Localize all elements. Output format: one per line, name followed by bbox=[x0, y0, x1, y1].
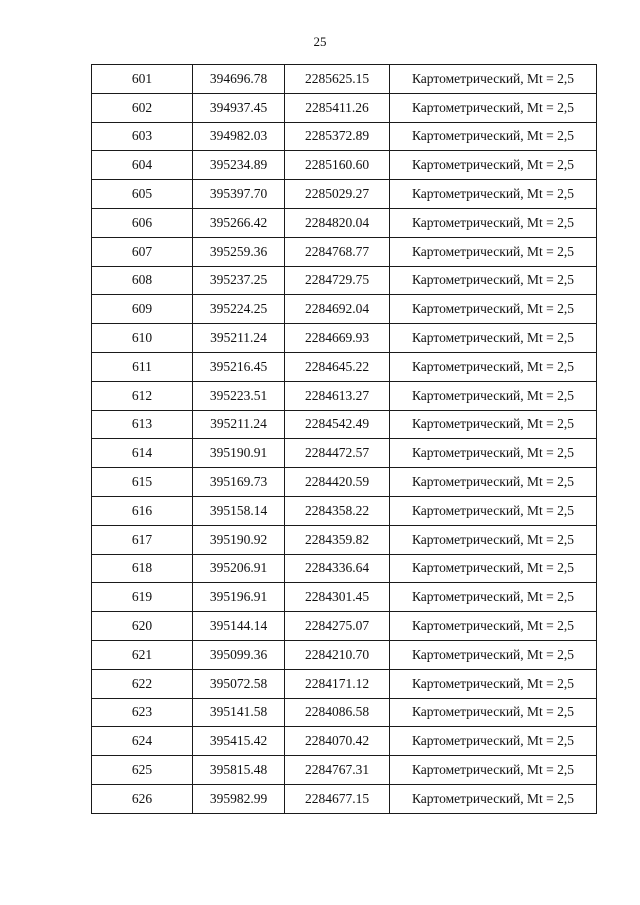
table-row bbox=[92, 180, 597, 209]
x-coordinate-cell: 395196.91 bbox=[193, 583, 285, 612]
method-cell: Картометрический, Mt = 2,5 bbox=[390, 208, 597, 237]
method-cell: Картометрический, Mt = 2,5 bbox=[390, 410, 597, 439]
x-coordinate-cell: 395224.25 bbox=[193, 295, 285, 324]
y-coordinate-cell: 2284275.07 bbox=[285, 612, 390, 641]
point-number-cell: 605 bbox=[92, 180, 193, 209]
table-row bbox=[92, 324, 597, 353]
x-coordinate-cell: 395259.36 bbox=[193, 237, 285, 266]
method-cell: Картометрический, Mt = 2,5 bbox=[390, 784, 597, 813]
x-coordinate-cell: 395815.48 bbox=[193, 756, 285, 785]
method-cell: Картометрический, Mt = 2,5 bbox=[390, 237, 597, 266]
y-coordinate-cell: 2284820.04 bbox=[285, 208, 390, 237]
table-row bbox=[92, 525, 597, 554]
method-cell: Картометрический, Mt = 2,5 bbox=[390, 525, 597, 554]
table-row bbox=[92, 122, 597, 151]
point-number-cell: 623 bbox=[92, 698, 193, 727]
table-row bbox=[92, 93, 597, 122]
y-coordinate-cell: 2285411.26 bbox=[285, 93, 390, 122]
x-coordinate-cell: 395237.25 bbox=[193, 266, 285, 295]
method-cell: Картометрический, Mt = 2,5 bbox=[390, 756, 597, 785]
page-number: 25 bbox=[313, 34, 327, 49]
x-coordinate-cell: 394937.45 bbox=[193, 93, 285, 122]
y-coordinate-cell: 2284768.77 bbox=[285, 237, 390, 266]
x-coordinate-cell: 395141.58 bbox=[193, 698, 285, 727]
y-coordinate-cell: 2284767.31 bbox=[285, 756, 390, 785]
point-number-cell: 615 bbox=[92, 468, 193, 497]
y-coordinate-cell: 2284086.58 bbox=[285, 698, 390, 727]
table-row bbox=[92, 208, 597, 237]
method-cell: Картометрический, Mt = 2,5 bbox=[390, 93, 597, 122]
x-coordinate-cell: 394982.03 bbox=[193, 122, 285, 151]
point-number-cell: 617 bbox=[92, 525, 193, 554]
table-row bbox=[92, 151, 597, 180]
table-row bbox=[92, 698, 597, 727]
y-coordinate-cell: 2284669.93 bbox=[285, 324, 390, 353]
table-row bbox=[92, 468, 597, 497]
method-cell: Картометрический, Mt = 2,5 bbox=[390, 698, 597, 727]
y-coordinate-cell: 2284301.45 bbox=[285, 583, 390, 612]
method-cell: Картометрический, Mt = 2,5 bbox=[390, 352, 597, 381]
x-coordinate-cell: 394696.78 bbox=[193, 65, 285, 94]
x-coordinate-cell: 395266.42 bbox=[193, 208, 285, 237]
x-coordinate-cell: 395216.45 bbox=[193, 352, 285, 381]
method-cell: Картометрический, Mt = 2,5 bbox=[390, 612, 597, 641]
method-cell: Картометрический, Mt = 2,5 bbox=[390, 381, 597, 410]
table-row bbox=[92, 352, 597, 381]
y-coordinate-cell: 2284613.27 bbox=[285, 381, 390, 410]
x-coordinate-cell: 395211.24 bbox=[193, 410, 285, 439]
method-cell: Картометрический, Mt = 2,5 bbox=[390, 496, 597, 525]
table-row bbox=[92, 496, 597, 525]
x-coordinate-cell: 395158.14 bbox=[193, 496, 285, 525]
y-coordinate-cell: 2284358.22 bbox=[285, 496, 390, 525]
method-cell: Картометрический, Mt = 2,5 bbox=[390, 295, 597, 324]
method-cell: Картометрический, Mt = 2,5 bbox=[390, 669, 597, 698]
method-cell: Картометрический, Mt = 2,5 bbox=[390, 151, 597, 180]
table-row bbox=[92, 583, 597, 612]
y-coordinate-cell: 2284210.70 bbox=[285, 640, 390, 669]
table-row bbox=[92, 381, 597, 410]
point-number-cell: 618 bbox=[92, 554, 193, 583]
y-coordinate-cell: 2284420.59 bbox=[285, 468, 390, 497]
table-row bbox=[92, 756, 597, 785]
point-number-cell: 608 bbox=[92, 266, 193, 295]
coordinates-table bbox=[91, 64, 597, 814]
point-number-cell: 604 bbox=[92, 151, 193, 180]
method-cell: Картометрический, Mt = 2,5 bbox=[390, 727, 597, 756]
table-row bbox=[92, 439, 597, 468]
point-number-cell: 611 bbox=[92, 352, 193, 381]
coordinates-table-body bbox=[92, 65, 597, 814]
method-cell: Картометрический, Mt = 2,5 bbox=[390, 324, 597, 353]
method-cell: Картометрический, Mt = 2,5 bbox=[390, 640, 597, 669]
x-coordinate-cell: 395234.89 bbox=[193, 151, 285, 180]
x-coordinate-cell: 395982.99 bbox=[193, 784, 285, 813]
method-cell: Картометрический, Mt = 2,5 bbox=[390, 65, 597, 94]
method-cell: Картометрический, Mt = 2,5 bbox=[390, 439, 597, 468]
y-coordinate-cell: 2284070.42 bbox=[285, 727, 390, 756]
table-row bbox=[92, 410, 597, 439]
y-coordinate-cell: 2285029.27 bbox=[285, 180, 390, 209]
point-number-cell: 609 bbox=[92, 295, 193, 324]
point-number-cell: 613 bbox=[92, 410, 193, 439]
point-number-cell: 603 bbox=[92, 122, 193, 151]
point-number-cell: 625 bbox=[92, 756, 193, 785]
point-number-cell: 621 bbox=[92, 640, 193, 669]
y-coordinate-cell: 2284472.57 bbox=[285, 439, 390, 468]
table-row bbox=[92, 784, 597, 813]
x-coordinate-cell: 395169.73 bbox=[193, 468, 285, 497]
point-number-cell: 606 bbox=[92, 208, 193, 237]
point-number-cell: 614 bbox=[92, 439, 193, 468]
point-number-cell: 602 bbox=[92, 93, 193, 122]
y-coordinate-cell: 2284171.12 bbox=[285, 669, 390, 698]
point-number-cell: 616 bbox=[92, 496, 193, 525]
point-number-cell: 626 bbox=[92, 784, 193, 813]
x-coordinate-cell: 395415.42 bbox=[193, 727, 285, 756]
method-cell: Картометрический, Mt = 2,5 bbox=[390, 554, 597, 583]
x-coordinate-cell: 395072.58 bbox=[193, 669, 285, 698]
table-row bbox=[92, 266, 597, 295]
point-number-cell: 607 bbox=[92, 237, 193, 266]
y-coordinate-cell: 2285160.60 bbox=[285, 151, 390, 180]
method-cell: Картометрический, Mt = 2,5 bbox=[390, 266, 597, 295]
x-coordinate-cell: 395190.91 bbox=[193, 439, 285, 468]
x-coordinate-cell: 395206.91 bbox=[193, 554, 285, 583]
y-coordinate-cell: 2285625.15 bbox=[285, 65, 390, 94]
table-row bbox=[92, 65, 597, 94]
y-coordinate-cell: 2285372.89 bbox=[285, 122, 390, 151]
point-number-cell: 620 bbox=[92, 612, 193, 641]
x-coordinate-cell: 395099.36 bbox=[193, 640, 285, 669]
x-coordinate-cell: 395211.24 bbox=[193, 324, 285, 353]
y-coordinate-cell: 2284645.22 bbox=[285, 352, 390, 381]
point-number-cell: 624 bbox=[92, 727, 193, 756]
y-coordinate-cell: 2284542.49 bbox=[285, 410, 390, 439]
y-coordinate-cell: 2284359.82 bbox=[285, 525, 390, 554]
x-coordinate-cell: 395223.51 bbox=[193, 381, 285, 410]
table-row bbox=[92, 554, 597, 583]
point-number-cell: 619 bbox=[92, 583, 193, 612]
method-cell: Картометрический, Mt = 2,5 bbox=[390, 583, 597, 612]
table-row bbox=[92, 640, 597, 669]
method-cell: Картометрический, Mt = 2,5 bbox=[390, 468, 597, 497]
table-row bbox=[92, 237, 597, 266]
point-number-cell: 622 bbox=[92, 669, 193, 698]
method-cell: Картометрический, Mt = 2,5 bbox=[390, 122, 597, 151]
table-row bbox=[92, 669, 597, 698]
y-coordinate-cell: 2284692.04 bbox=[285, 295, 390, 324]
table-row bbox=[92, 295, 597, 324]
x-coordinate-cell: 395397.70 bbox=[193, 180, 285, 209]
point-number-cell: 610 bbox=[92, 324, 193, 353]
y-coordinate-cell: 2284729.75 bbox=[285, 266, 390, 295]
y-coordinate-cell: 2284336.64 bbox=[285, 554, 390, 583]
x-coordinate-cell: 395190.92 bbox=[193, 525, 285, 554]
point-number-cell: 601 bbox=[92, 65, 193, 94]
table-row bbox=[92, 612, 597, 641]
method-cell: Картометрический, Mt = 2,5 bbox=[390, 180, 597, 209]
table-row bbox=[92, 727, 597, 756]
x-coordinate-cell: 395144.14 bbox=[193, 612, 285, 641]
y-coordinate-cell: 2284677.15 bbox=[285, 784, 390, 813]
point-number-cell: 612 bbox=[92, 381, 193, 410]
